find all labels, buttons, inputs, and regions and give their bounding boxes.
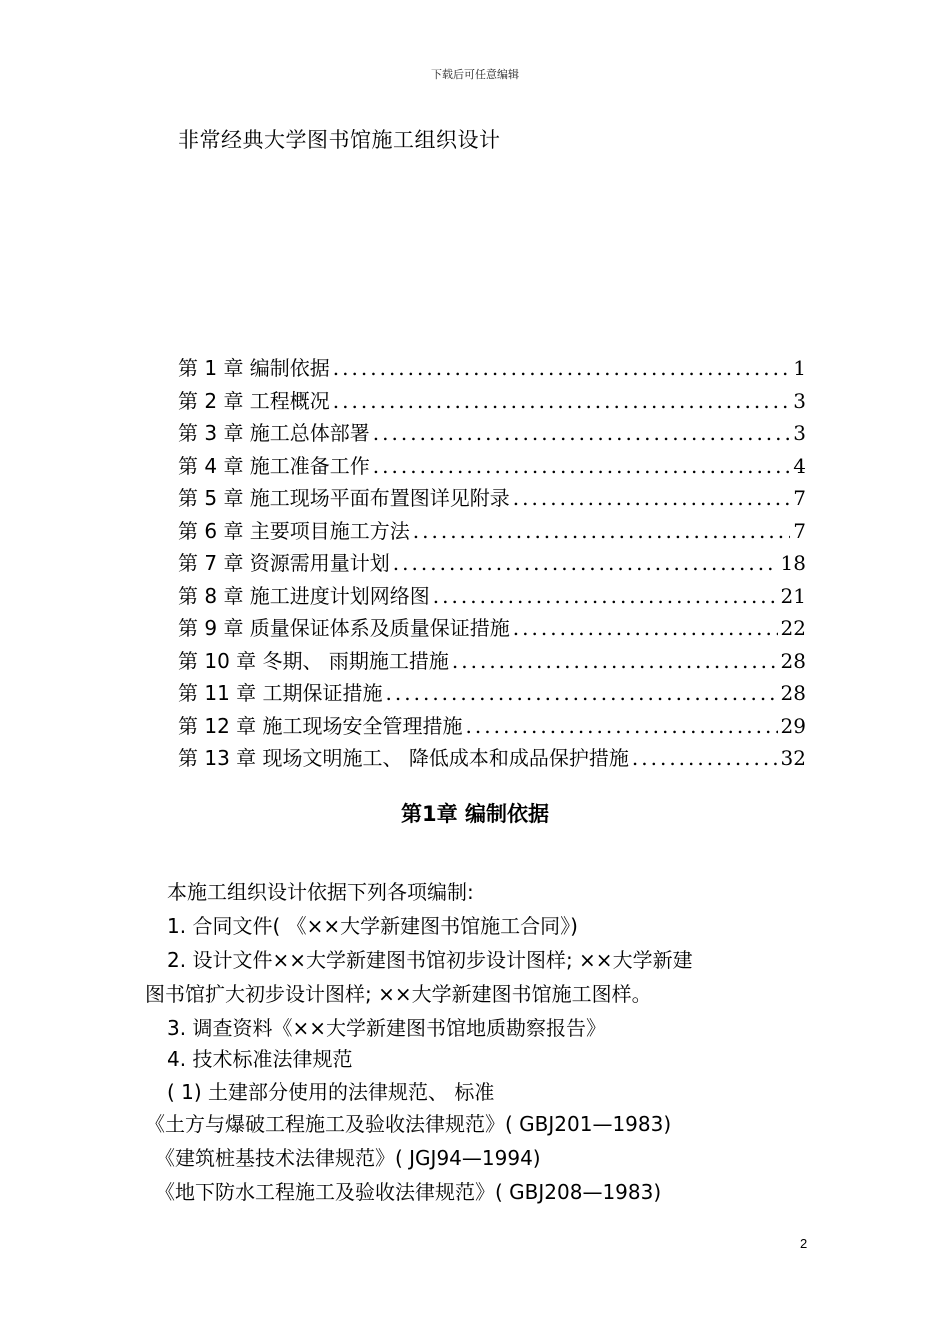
- toc-leader-dots: [513, 616, 778, 640]
- toc-entry-page: 3: [793, 421, 806, 445]
- toc-leader-dots: [466, 714, 778, 738]
- toc-leader-dots: [386, 681, 778, 705]
- toc-entry-label: 第 11 章 工期保证措施: [178, 681, 383, 705]
- page-header: 下载后可任意编辑: [431, 68, 519, 81]
- toc-entry-label: 第 3 章 施工总体部署: [178, 421, 370, 445]
- body-paragraph: 《土方与爆破工程施工及验收法律规范》( GBJ201—1983): [145, 1112, 672, 1136]
- toc-entry[interactable]: [178, 645, 806, 678]
- toc-entry[interactable]: [178, 515, 806, 548]
- toc-leader-dots: [513, 486, 790, 510]
- toc-entry-page: 7: [793, 486, 806, 510]
- body-paragraph: 《建筑桩基技术法律规范》( JGJ94—1994): [155, 1146, 541, 1170]
- toc-leader-dots: [433, 584, 778, 608]
- toc-leader-dots: [373, 421, 790, 445]
- toc-entry-label: 第 6 章 主要项目施工方法: [178, 518, 410, 543]
- toc-entry[interactable]: [178, 352, 806, 385]
- toc-entry[interactable]: [178, 612, 806, 645]
- toc-leader-dots: [373, 454, 790, 478]
- toc-entry-label: 第 2 章 工程概况: [178, 388, 330, 413]
- toc-entry-page: 3: [793, 388, 806, 413]
- toc-entry-label: 第 8 章 施工进度计划网络图: [178, 583, 430, 608]
- toc-entry-label: 第 9 章 质量保证体系及质量保证措施: [178, 616, 510, 640]
- toc-leader-dots: [393, 551, 778, 575]
- toc-entry[interactable]: [178, 677, 806, 710]
- toc-entry-page: 28: [780, 648, 806, 673]
- toc-entry-label: 第 10 章 冬期、 雨期施工措施: [178, 648, 449, 673]
- toc-entry-page: 22: [780, 616, 806, 640]
- toc-entry-label: 第 7 章 资源需用量计划: [178, 551, 390, 575]
- toc-entry-label: 第 13 章 现场文明施工、 降低成本和成品保护措施: [178, 746, 629, 770]
- toc-entry[interactable]: [178, 742, 806, 775]
- body-paragraph: 4. 技术标准法律规范: [167, 1047, 353, 1071]
- toc-entry-label: 第 5 章 施工现场平面布置图详见附录: [178, 486, 510, 510]
- toc-leader-dots: [333, 356, 790, 380]
- toc-entry[interactable]: [178, 385, 806, 418]
- body-paragraph: 3. 调查资料《××大学新建图书馆地质勘察报告》: [167, 1016, 606, 1040]
- toc-entry-label: 第 1 章 编制依据: [178, 356, 330, 380]
- toc-entry-page: 1: [793, 356, 806, 380]
- toc-entry-label: 第 12 章 施工现场安全管理措施: [178, 713, 463, 738]
- table-of-contents: [178, 352, 806, 775]
- toc-entry-page: 18: [780, 551, 806, 575]
- toc-leader-dots: [452, 649, 778, 673]
- toc-entry[interactable]: [178, 482, 806, 515]
- toc-entry-page: 29: [780, 713, 806, 738]
- body-paragraph: 1. 合同文件( 《××大学新建图书馆施工合同》): [167, 914, 578, 938]
- toc-leader-dots: [632, 746, 778, 770]
- toc-entry-page: 28: [780, 681, 806, 705]
- toc-entry-label: 第 4 章 施工准备工作: [178, 453, 370, 478]
- toc-leader-dots: [413, 519, 790, 543]
- document-title: 非常经典大学图书馆施工组织设计: [178, 128, 501, 152]
- toc-entry[interactable]: [178, 450, 806, 483]
- body-paragraph: 《地下防水工程施工及验收法律规范》( GBJ208—1983): [155, 1180, 662, 1204]
- toc-entry-page: 32: [780, 746, 806, 770]
- body-paragraph: 图书馆扩大初步设计图样; ××大学新建图书馆施工图样。: [145, 982, 652, 1006]
- page-number: 2: [800, 1236, 808, 1251]
- toc-leader-dots: [333, 389, 790, 413]
- body-paragraph: 本施工组织设计依据下列各项编制:: [167, 880, 474, 904]
- toc-entry-page: 21: [780, 583, 806, 608]
- toc-entry-page: 7: [793, 518, 806, 543]
- body-paragraph: 2. 设计文件××大学新建图书馆初步设计图样; ××大学新建: [167, 948, 693, 972]
- toc-entry[interactable]: [178, 710, 806, 743]
- toc-entry[interactable]: [178, 580, 806, 613]
- toc-entry[interactable]: [178, 547, 806, 580]
- toc-entry[interactable]: [178, 417, 806, 450]
- chapter-heading: 第1章 编制依据: [401, 802, 549, 826]
- body-paragraph: ( 1) 土建部分使用的法律规范、 标准: [167, 1080, 495, 1104]
- toc-entry-page: 4: [793, 453, 806, 478]
